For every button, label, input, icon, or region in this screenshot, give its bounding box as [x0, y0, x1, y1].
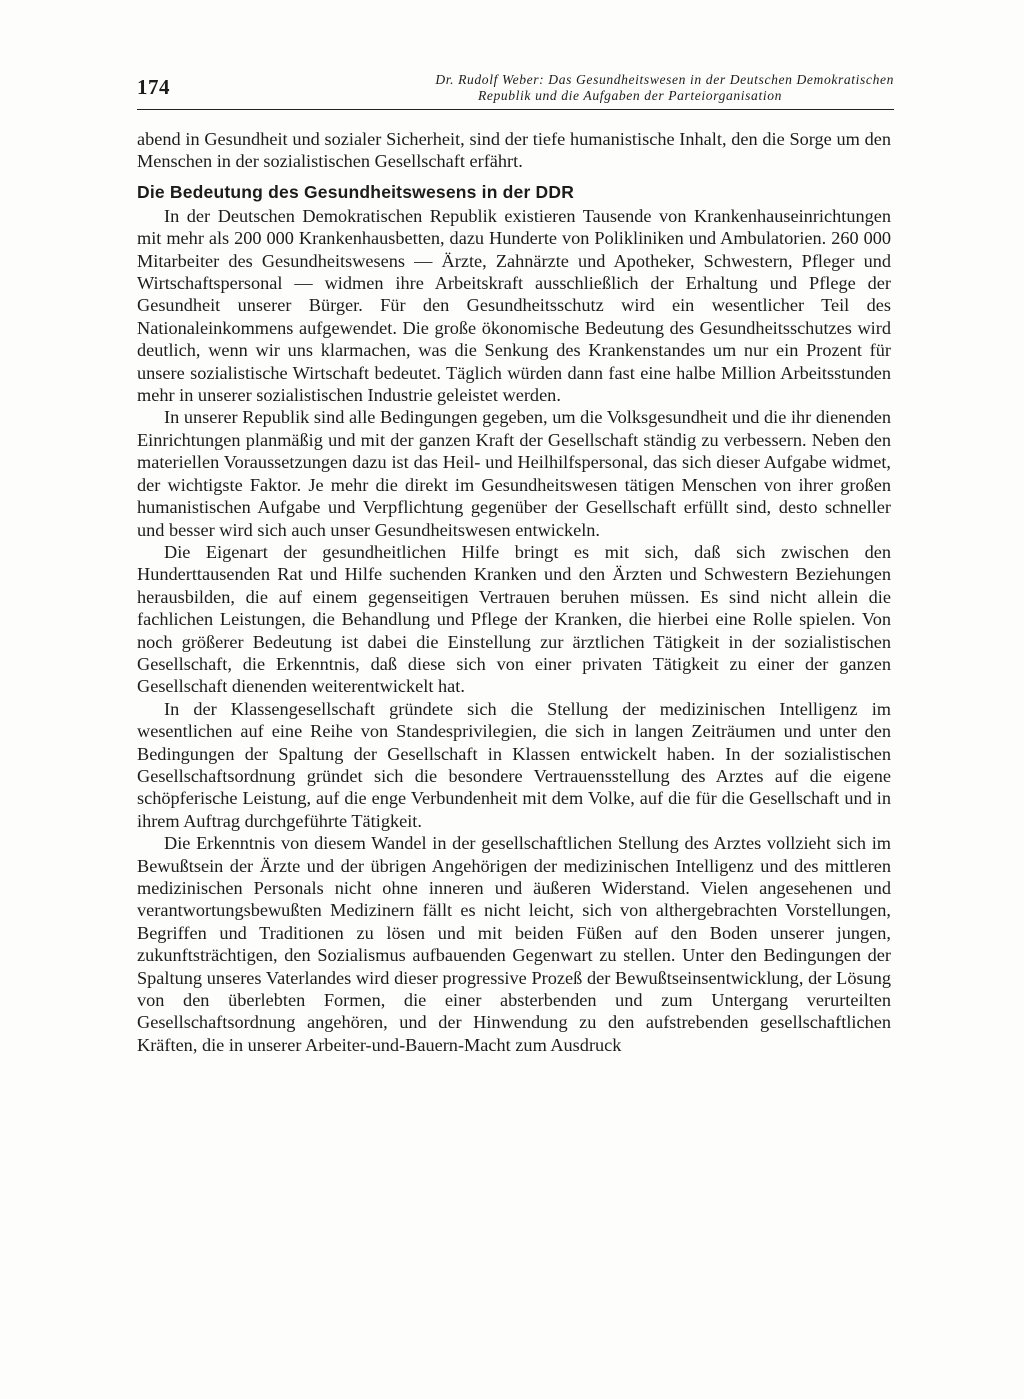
running-head	[435, 72, 894, 104]
running-head-line-1: Dr. Rudolf Weber: Das Gesundheitswesen in der Deutschen Demokratischen	[435, 72, 894, 87]
paragraph-3: Die Eigenart der gesundheitlichen Hilfe bringt es mit sich, daß sich zwischen den Hunderttausenden Rat und Hilfe suchenden Kranken und den Ärzten und Schwestern Beziehungen herausbilden, die auf einem gegenseitigen Vertrauen beruhen müssen. Es sind nicht allein die fachlichen Leistungen, die Behandlung und Pflege der Kranken, die hierbei eine Rolle spielen. Von noch größerer Bedeutung ist dabei die Einstellung zur ärztlichen Tätigkeit in der sozialistischen Gesellschaft, die Erkenntnis, daß diese sich von einer privaten Tätigkeit zu einer der ganzen Gesellschaft dienenden weiterentwickelt hat.	[137, 541, 891, 697]
running-head-line-2: Republik und die Aufgaben der Parteiorganisation	[477, 88, 782, 103]
body-text	[137, 128, 891, 1056]
paragraph-1: In der Deutschen Demokratischen Republik existieren Tausende von Krankenhauseinrichtungen mit mehr als 200 000 Krankenhausbetten, dazu Hunderte von Polikliniken und Ambulatorien. 260 000 Mitarbeiter des Gesundheitswesens — Ärzte, Zahnärzte und Apotheker, Schwestern, Pfleger und Wirtschaftspersonal — widmen ihre Arbeitskraft ausschließlich der Erhaltung und Pflege der Gesundheit unserer Bürger. Für den Gesundheitsschutz wird ein wesentlicher Teil des Nationaleinkommens aufgewendet. Die große ökonomische Bedeutung des Gesundheitsschutzes wird deutlich, wenn wir uns klarmachen, was die Senkung des Krankenstandes um nur ein Prozent für unsere sozialistische Wirtschaft bedeutet. Täglich würden dann fast eine halbe Million Arbeitsstunden mehr in unserer sozialistischen Industrie geleistet werden.	[137, 205, 891, 406]
paragraph-2: In unserer Republik sind alle Bedingungen gegeben, um die Volksgesundheit und die ihr dienenden Einrichtungen planmäßig und mit der ganzen Kraft der Gesellschaft ständig zu verbessern. Neben den materiellen Voraussetzungen dazu ist das Heil- und Heilhilfspersonal, das sich dieser Aufgabe widmet, der wichtigste Faktor. Je mehr die direkt im Gesundheitswesen tätigen Menschen von ihrer großen humanistischen Aufgabe und Verpflichtung gegenüber der Gesellschaft erfüllt sind, desto schneller und besser wird sich auch unser Gesundheitswesen entwickeln.	[137, 407, 891, 540]
section-heading: Die Bedeutung des Gesundheitswesens in der DDR	[137, 181, 575, 202]
header-rule	[137, 109, 894, 110]
page-header	[137, 72, 894, 112]
page-number: 174	[137, 75, 170, 99]
paragraph-4: In der Klassengesellschaft gründete sich die Stellung der medizinischen Intelligenz im wesentlichen auf eine Reihe von Standesprivilegien, die sich in langen Zeiträumen und unter den Bedingungen der Spaltung der Gesellschaft in Klassen entwickelt haben. In der sozialistischen Gesellschaftsordnung gründet sich die besondere Vertrauensstellung des Arztes auf die eigene schöpferische Leistung, auf die enge Verbundenheit mit dem Volke, auf die für die Gesellschaft und in ihrem Auftrag durchgeführte Tätigkeit.	[137, 698, 891, 831]
paragraph-5: Die Erkenntnis von diesem Wandel in der gesellschaftlichen Stellung des Arztes vollzieht sich im Bewußtsein der Ärzte und der übrigen Angehörigen der medizinischen Intelligenz und des mittleren medizinischen Personals nicht ohne inneren und äußeren Widerstand. Vielen angesehenen und verantwortungsbewußten Medizinern fällt es nicht leicht, sich von althergebrachten Vorstellungen, Begriffen und Traditionen zu lösen und mit beiden Füßen auf den Boden unserer jungen, zukunftsträchtigen, den Sozialismus aufbauenden Gegenwart zu stellen. Unter den Bedingungen der Spaltung unseres Vaterlandes wird dieser progressive Prozeß der Bewußtseinsentwicklung, der Lösung von den überlebten Formen, die einer absterbenden und zum Untergang verurteilten Gesellschaftsordnung angehören, und der Hinwendung zu den aufstrebenden gesellschaftlichen Kräften, die in unserer Arbeiter-und-Bauern-Macht zum Ausdruck	[137, 833, 891, 1055]
intro-paragraph: abend in Gesundheit und sozialer Sicherheit, sind der tiefe humanistische Inhalt, den die Sorge um den Menschen in der sozialistischen Gesellschaft erfährt.	[137, 129, 891, 172]
